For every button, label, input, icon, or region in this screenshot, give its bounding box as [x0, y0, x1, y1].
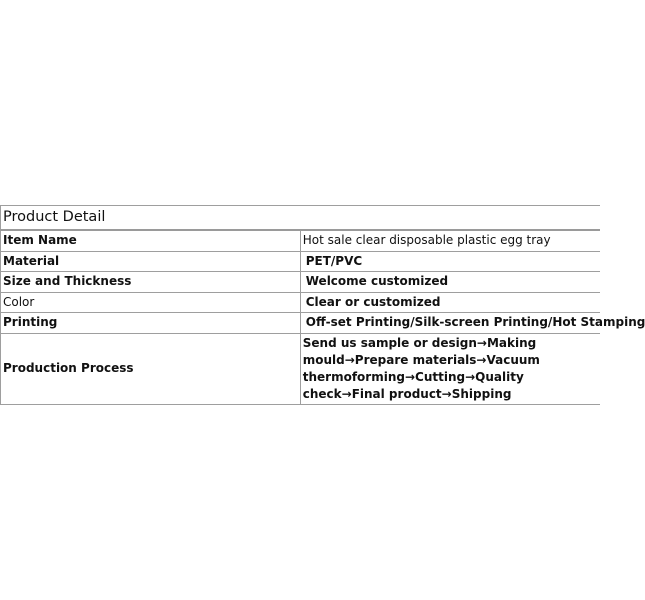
row-label-production-process: Production Process	[1, 333, 301, 404]
table-row	[1, 292, 601, 313]
product-detail-table	[0, 205, 645, 405]
row-label-printing: Printing	[1, 313, 301, 334]
row-label-material: Material	[1, 251, 301, 272]
row-value-material: PET/PVC	[300, 251, 600, 272]
row-value-printing: Off-set Printing/Silk-screen Printing/Hot Stamping	[300, 313, 600, 334]
table-title-row	[1, 206, 601, 231]
table-row	[1, 313, 601, 334]
row-label-size-thickness: Size and Thickness	[1, 272, 301, 293]
table-row	[1, 230, 601, 251]
table-title: Product Detail	[1, 206, 601, 231]
table-row	[1, 251, 601, 272]
table-row	[1, 333, 601, 404]
row-label-color: Color	[1, 292, 301, 313]
row-value-size-thickness: Welcome customized	[300, 272, 600, 293]
row-label-item-name: Item Name	[1, 230, 301, 251]
row-value-production-process: Send us sample or design→Making mould→Prepare materials→Vacuum thermoforming→Cutting→Quality check→Final product→Shipping	[300, 333, 600, 404]
table-row	[1, 272, 601, 293]
row-value-color: Clear or customized	[300, 292, 600, 313]
row-value-item-name: Hot sale clear disposable plastic egg tray	[300, 230, 600, 251]
